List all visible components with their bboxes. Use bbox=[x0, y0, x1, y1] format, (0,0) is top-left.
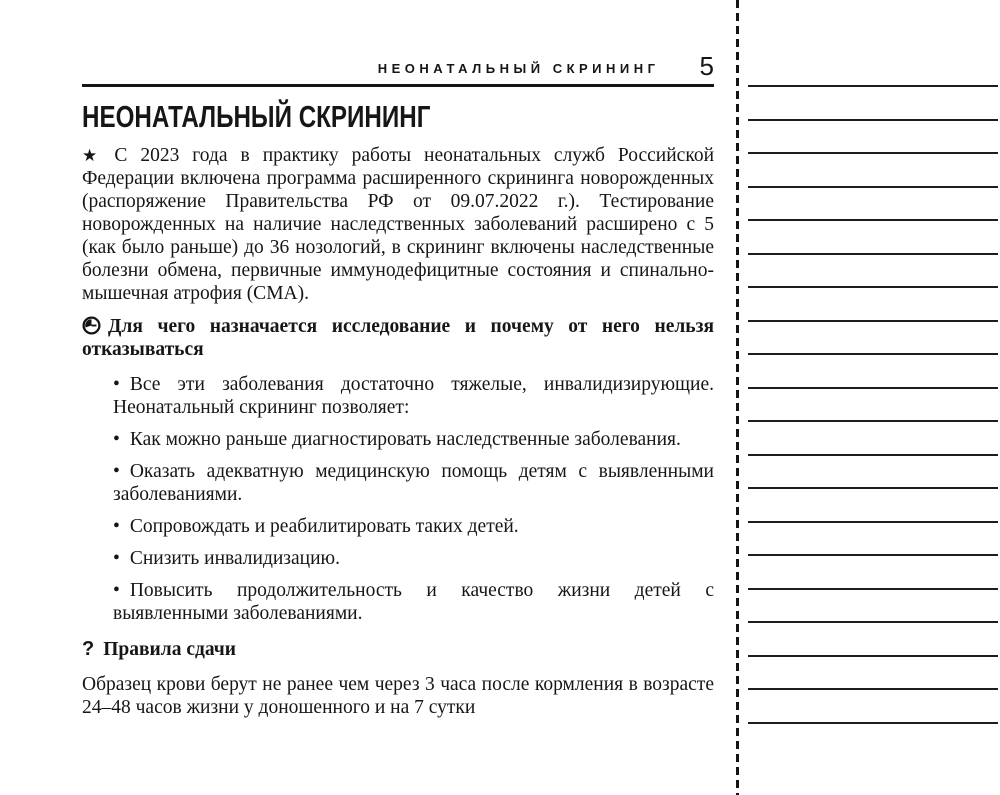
notes-ruled-line bbox=[748, 320, 998, 322]
page-title: НЕОНАТАЛЬНЫЙ СКРИНИНГ bbox=[82, 99, 431, 134]
list-item bbox=[113, 428, 714, 451]
notes-ruled-line bbox=[748, 119, 998, 121]
clock-icon bbox=[82, 316, 101, 335]
notes-ruled-line bbox=[748, 152, 998, 154]
bullet-icon: • bbox=[113, 548, 120, 569]
notes-ruled-line bbox=[748, 621, 998, 623]
rules-section-title: Правила сдачи bbox=[103, 639, 237, 660]
bullet-icon: • bbox=[113, 516, 120, 537]
notes-ruled-line bbox=[748, 454, 998, 456]
list-item bbox=[113, 579, 714, 625]
bullet-icon: • bbox=[113, 374, 120, 395]
list-item-text: Повысить продолжительность и качество жизни детей с выявленными заболеваниями. bbox=[113, 580, 714, 624]
notes-ruled-line bbox=[748, 588, 998, 590]
notes-ruled-line bbox=[748, 219, 998, 221]
notes-ruled-line bbox=[748, 186, 998, 188]
notes-ruled-line bbox=[748, 655, 998, 657]
intro-text: С 2023 года в практику работы неонатальных служб Российской Федерации включена программа расширенного скрининга новорожденных (распоряжение Правительства РФ от 09.07.2022 г.). Тестирование новорожденных на наличие наследственных заболеваний расширено с 5 (как было раньше) до 36 нозологий, в скрининг включены наследственные болезни обмена, первичные иммунодефицитные состояния и спинально-мышечная атрофия (СМА). bbox=[82, 145, 715, 304]
rules-section-heading bbox=[82, 638, 714, 661]
intro-paragraph bbox=[82, 144, 714, 305]
list-item bbox=[113, 515, 714, 538]
list-item bbox=[113, 460, 714, 506]
notes-ruled-line bbox=[748, 688, 998, 690]
notes-ruled-line bbox=[748, 253, 998, 255]
list-item-text: Все эти заболевания достаточно тяжелые, инвалидизирующие. Неонатальный скрининг позволяет: bbox=[113, 374, 714, 418]
list-item-text: Снизить инвалидизацию. bbox=[129, 548, 340, 569]
notes-ruled-line bbox=[748, 722, 998, 724]
notes-ruled-line bbox=[748, 521, 998, 523]
rules-text: Образец крови берут не ранее чем через 3 часа после кормления в возрасте 24–48 часов жизни у доношенного и на 7 сутки bbox=[82, 674, 714, 718]
list-item bbox=[113, 547, 714, 570]
notes-ruled-line bbox=[748, 387, 998, 389]
notes-ruled-line bbox=[748, 487, 998, 489]
notes-ruled-line bbox=[748, 286, 998, 288]
running-header-title: НЕОНАТАЛЬНЫЙ СКРИНИНГ bbox=[377, 61, 660, 76]
notes-ruled-line bbox=[748, 353, 998, 355]
list-item-text: Сопровождать и реабилитировать таких детей. bbox=[129, 516, 519, 537]
list-item bbox=[113, 373, 714, 419]
text-column bbox=[82, 51, 715, 719]
star-icon: ★ bbox=[82, 146, 106, 166]
list-item-text: Как можно раньше диагностировать наследственные заболевания. bbox=[129, 429, 681, 450]
list-item-text: Оказать адекватную медицинскую помощь детям с выявленными заболеваниями. bbox=[113, 461, 714, 505]
bullet-icon: • bbox=[113, 429, 120, 450]
bullet-icon: • bbox=[113, 461, 120, 482]
dashed-divider bbox=[736, 0, 739, 795]
question-mark-icon: ? bbox=[82, 638, 95, 660]
notes-ruled-line bbox=[748, 554, 998, 556]
notes-ruled-line bbox=[748, 85, 998, 87]
header-rule bbox=[82, 84, 714, 87]
notes-lines bbox=[748, 0, 998, 795]
page-number: 5 bbox=[699, 51, 714, 81]
notes-ruled-line bbox=[748, 420, 998, 422]
why-section-heading bbox=[82, 315, 714, 361]
rules-paragraph bbox=[82, 673, 714, 719]
bullet-icon: • bbox=[113, 580, 120, 601]
benefits-list bbox=[82, 373, 714, 625]
running-header bbox=[82, 51, 714, 81]
why-section-title: Для чего назначается исследование и почему от него нельзя отказываться bbox=[82, 316, 714, 360]
